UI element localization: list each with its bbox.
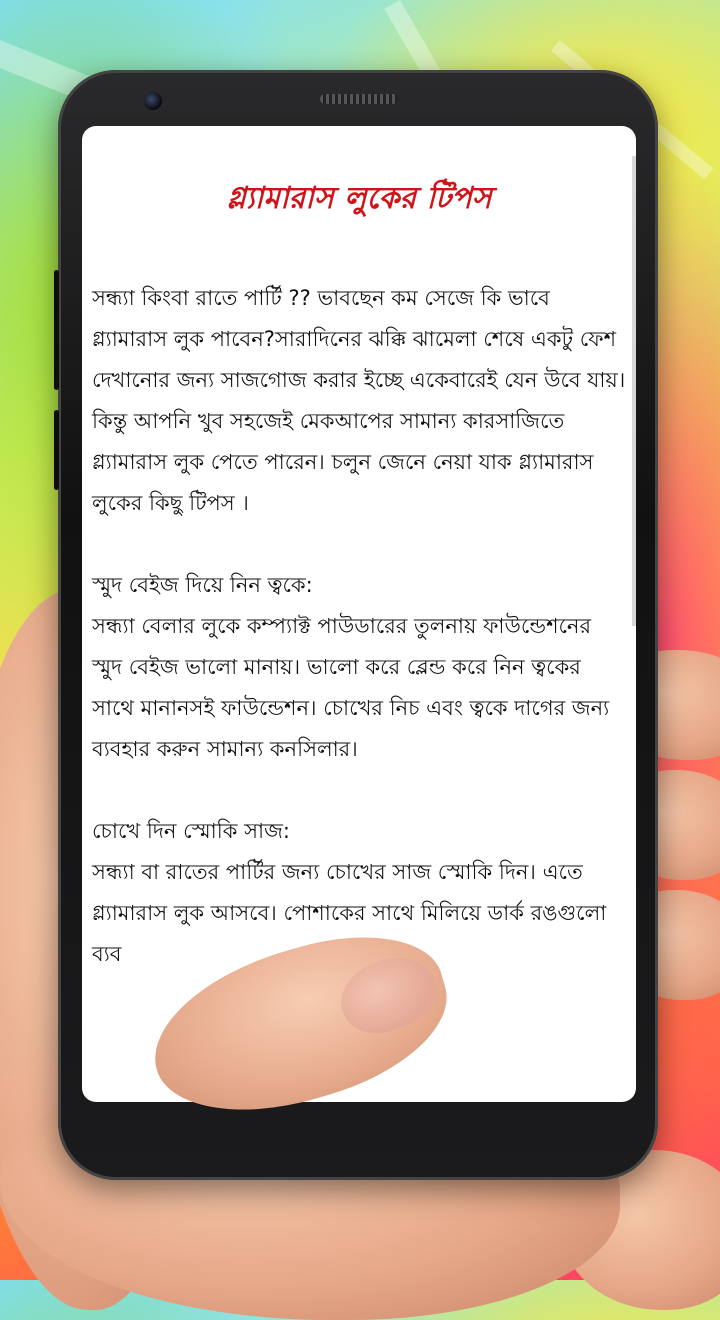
power-button bbox=[54, 410, 59, 490]
scrollbar[interactable] bbox=[632, 156, 636, 626]
section-heading: স্মুদ বেইজ দিয়ে নিন ত্বকে: bbox=[92, 573, 313, 597]
volume-button bbox=[54, 270, 59, 390]
intro-paragraph: সন্ধ্যা কিংবা রাতে পার্টি ?? ভাবছেন কম সেজে কি ভাবে গ্ল্যামারাস লুক পাবেন?সারাদিনের ঝক্কি ঝামেলা শেষে একটু ফেশ দেখানোর জন্য সাজগোজ করার ইচ্ছে একেবারেই যেন উবে যায়।কিন্তু আপনি খুব সহজেই মেকআপের সামান্য কারসাজিতে গ্ল্যামারাস লুক পেতে পারেন। চলুন জেনে নেয়া যাক গ্ল্যামারাস লুকের কিছু টিপস । bbox=[92, 286, 626, 515]
article-body[interactable] bbox=[92, 278, 627, 975]
section-paragraph: সন্ধ্যা বেলার লুকে কম্প্যাক্ট পাউডারের তুলনায় ফাউন্ডেশনের স্মুদ বেইজ ভালো মানায়। ভালো করে ব্লেন্ড করে নিন ত্বকের সাথে মানানসই ফাউন্ডেশন। চোখের নিচ এবং ত্বকে দাগের জন্য ব্যবহার করুন সামান্য কনসিলার। bbox=[92, 614, 610, 761]
paragraph-spacer bbox=[92, 770, 627, 811]
section-paragraph: সন্ধ্যা বা রাতের পার্টির জন্য চোখের সাজ স্মোকি দিন। এতে গ্ল্যামারাস লুক আসবে। পোশাকের সাথে মিলিয়ে ডার্ক রঙগুলো ব্যব bbox=[92, 860, 607, 966]
earpiece-speaker bbox=[320, 94, 398, 104]
paragraph-spacer bbox=[92, 524, 627, 565]
front-camera bbox=[144, 92, 162, 110]
article-title: গ্ল্যামারাস লুকের টিপস bbox=[226, 181, 492, 216]
section-heading: চোখে দিন স্মোকি সাজ: bbox=[92, 819, 290, 843]
